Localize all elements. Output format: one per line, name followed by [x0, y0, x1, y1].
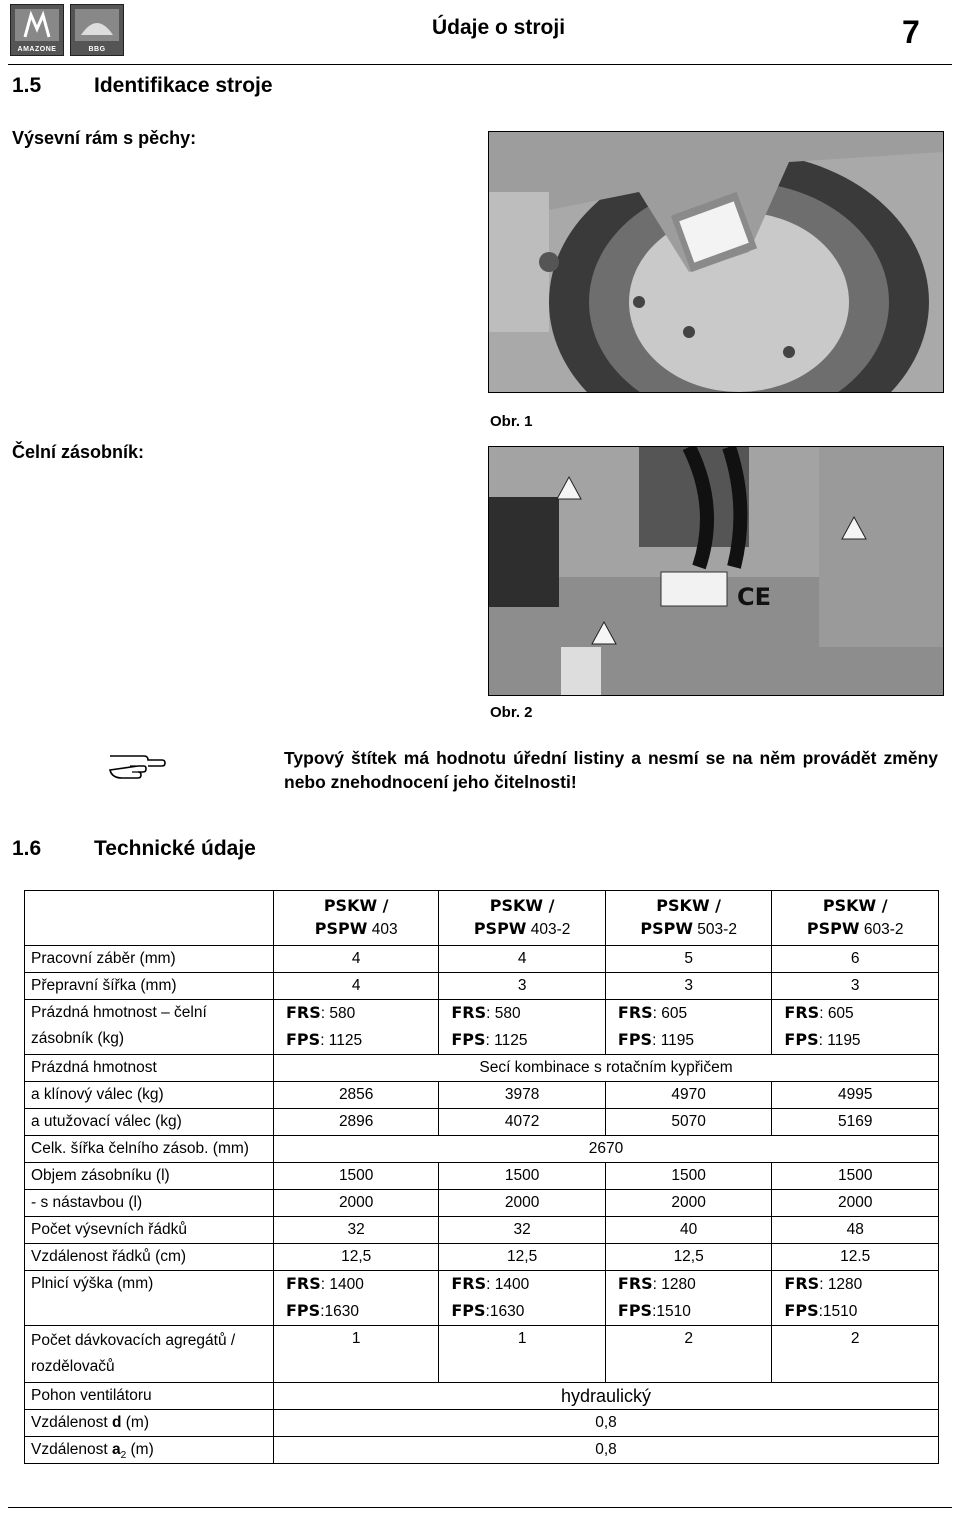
table-cell: 2896 [274, 1109, 439, 1136]
row-label: Přepravní šířka (mm) [25, 973, 274, 1000]
table-header-row [25, 891, 939, 946]
table-row [25, 1136, 939, 1163]
table-cell: 1500 [274, 1163, 439, 1190]
table-row [25, 1163, 939, 1190]
table-row [25, 1244, 939, 1271]
row-label: Prázdná hmotnost [25, 1055, 274, 1082]
section-number: 1.6 [12, 837, 42, 860]
table-row [25, 1410, 939, 1437]
nameplate-note: Typový štítek má hodnotu úřední listiny a nesmí se na něm provádět změny nebo znehodnocení jeho čitelnosti! [284, 748, 938, 792]
row-label: Celk. šířka čelního zásob. (mm) [25, 1136, 274, 1163]
machine-frame-photo-icon [489, 132, 943, 392]
row-label: Vzdálenost řádků (cm) [25, 1244, 274, 1271]
hopper-label: Čelní zásobník: [12, 442, 145, 462]
table-cell: 2000 [439, 1190, 606, 1217]
technical-data-table [24, 890, 939, 1464]
table-cell: 12,5 [605, 1244, 772, 1271]
table-cell: 2000 [274, 1190, 439, 1217]
frame-label: Výsevní rám s pěchy: [12, 128, 197, 148]
table-row [25, 1109, 939, 1136]
table-cell: 5070 [605, 1109, 772, 1136]
column-header: PSKW / PSPW 603-2 [772, 891, 939, 946]
table-span-cell: 2670 [274, 1136, 939, 1163]
table-cell: 2000 [772, 1190, 939, 1217]
table-row [25, 973, 939, 1000]
table-cell: 2 [772, 1326, 939, 1383]
amazone-logo [10, 4, 64, 56]
row-label: Objem zásobníku (l) [25, 1163, 274, 1190]
table-cell: FRS: 605 FPS: 1195 [772, 1000, 939, 1055]
table-cell: 1 [274, 1326, 439, 1383]
table-cell: 3978 [439, 1082, 606, 1109]
page-number: 7 [902, 14, 920, 50]
row-label: - s nástavbou (l) [25, 1190, 274, 1217]
table-row [25, 946, 939, 973]
table-cell: 48 [772, 1217, 939, 1244]
row-label: Pracovní záběr (mm) [25, 946, 274, 973]
figure-2-photo [488, 446, 944, 696]
section-1-6-heading [12, 837, 256, 861]
table-cell: 40 [605, 1217, 772, 1244]
note-hand-icon [108, 746, 166, 787]
table-cell: 4 [439, 946, 606, 973]
column-header: PSKW / PSPW 403-2 [439, 891, 606, 946]
table-cell: 4072 [439, 1109, 606, 1136]
table-cell: 32 [274, 1217, 439, 1244]
row-label: Plnicí výška (mm) [25, 1271, 274, 1326]
front-hopper-photo-icon [489, 447, 943, 695]
bbg-logo-text: BBG [88, 46, 106, 53]
table-row [25, 1055, 939, 1082]
table-row [25, 1271, 939, 1326]
table-cell: 1500 [605, 1163, 772, 1190]
table-cell: FRS: 1280 FPS:1510 [772, 1271, 939, 1326]
amazone-logo-icon [11, 5, 63, 45]
section-title: Identifikace stroje [94, 74, 273, 97]
table-cell: 12.5 [772, 1244, 939, 1271]
table-cell: 4995 [772, 1082, 939, 1109]
row-label: a klínový válec (kg) [25, 1082, 274, 1109]
row-label: Prázdná hmotnost – čelní zásobník (kg) [25, 1000, 274, 1055]
table-row [25, 1326, 939, 1383]
table-cell: FRS: 580 FPS: 1125 [439, 1000, 606, 1055]
table-span-cell: 0,8 [274, 1437, 939, 1464]
table-row [25, 1217, 939, 1244]
column-header: PSKW / PSPW 503-2 [605, 891, 772, 946]
table-cell: 1 [439, 1326, 606, 1383]
table-cell: 2 [605, 1326, 772, 1383]
table-cell: 2856 [274, 1082, 439, 1109]
table-cell: 5 [605, 946, 772, 973]
table-cell: 12,5 [274, 1244, 439, 1271]
row-label: Vzdálenost $a_2$ (m) [25, 1437, 274, 1464]
section-number: 1.5 [12, 74, 42, 97]
table-row [25, 1437, 939, 1464]
table-cell: FRS: 1280 FPS:1510 [605, 1271, 772, 1326]
table-row [25, 1190, 939, 1217]
row-label: Vzdálenost d (m) [25, 1410, 274, 1437]
table-cell: 4 [274, 946, 439, 973]
amazone-logo-text: AMAZONE [17, 46, 57, 53]
bbg-logo [70, 4, 124, 56]
table-row [25, 1000, 939, 1055]
section-1-5-heading [12, 74, 273, 98]
figure-1-photo [488, 131, 944, 393]
footer-rule [8, 1507, 952, 1508]
bbg-logo-icon [71, 5, 123, 45]
table-row [25, 1082, 939, 1109]
table-cell: FRS: 1400 FPS:1630 [274, 1271, 439, 1326]
figure-1-caption: Obr. 1 [490, 413, 533, 430]
table-cell: 4 [274, 973, 439, 1000]
table-span-cell: Secí kombinace s rotačním kypřičem [274, 1055, 939, 1082]
table-span-cell: 0,8 [274, 1410, 939, 1437]
row-label: Počet dávkovacích agregátů / rozdělovačů [25, 1326, 274, 1383]
table-cell: 2000 [605, 1190, 772, 1217]
row-label: a utužovací válec (kg) [25, 1109, 274, 1136]
figure-2-caption: Obr. 2 [490, 704, 533, 721]
table-cell: 4970 [605, 1082, 772, 1109]
table-cell: 5169 [772, 1109, 939, 1136]
table-span-cell: hydraulický [274, 1383, 939, 1410]
header-rule [8, 64, 952, 65]
header-empty-cell [25, 891, 274, 946]
table-cell: FRS: 580 FPS: 1125 [274, 1000, 439, 1055]
row-label: Pohon ventilátoru [25, 1383, 274, 1410]
header-title: Údaje o stroji [432, 16, 566, 39]
table-cell: 3 [772, 973, 939, 1000]
table-cell: 3 [439, 973, 606, 1000]
table-cell: 12,5 [439, 1244, 606, 1271]
table-row [25, 1383, 939, 1410]
column-header: PSKW / PSPW 403 [274, 891, 439, 946]
section-title: Technické údaje [94, 837, 256, 860]
table-cell: FRS: 1400 FPS:1630 [439, 1271, 606, 1326]
table-cell: 32 [439, 1217, 606, 1244]
table-cell: 1500 [439, 1163, 606, 1190]
row-label: Počet výsevních řádků [25, 1217, 274, 1244]
table-cell: 3 [605, 973, 772, 1000]
table-cell: 6 [772, 946, 939, 973]
table-cell: 1500 [772, 1163, 939, 1190]
svg-text:CE: CE [737, 583, 772, 611]
table-cell: FRS: 605 FPS: 1195 [605, 1000, 772, 1055]
